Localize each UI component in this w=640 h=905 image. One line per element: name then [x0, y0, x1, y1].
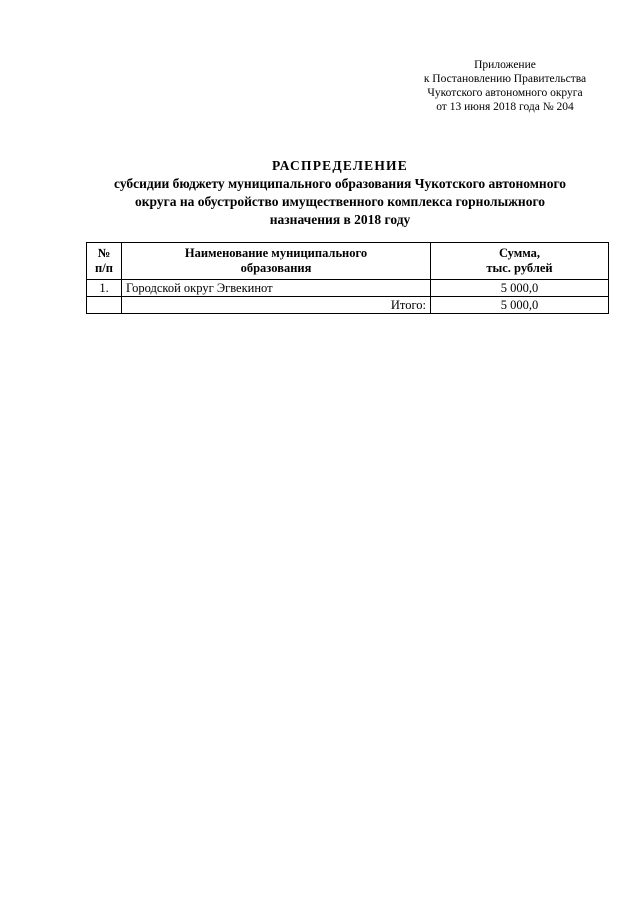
header-amount [431, 243, 609, 280]
total-row [87, 297, 609, 314]
appendix-line-2: к Постановлению Правительства [423, 73, 587, 85]
header-municipality-line-1: Наименование муниципального [184, 246, 368, 260]
table-row [87, 280, 609, 297]
row-amount: 5 000,0 [431, 280, 609, 297]
subtitle-line-1: субсидии бюджету муниципального образования Чукотского автономного [114, 176, 566, 191]
row-municipality: Городской округ Эгвекинот [122, 280, 431, 297]
header-amount-line-2: тыс. рублей [486, 261, 553, 275]
header-number [87, 243, 122, 280]
appendix-line-4: от 13 июня 2018 года № 204 [436, 101, 574, 113]
header-number-line-1: № [97, 246, 111, 260]
distribution-table [86, 242, 609, 314]
header-municipality-line-2: образования [240, 261, 312, 275]
header-amount-line-1: Сумма, [498, 246, 541, 260]
subtitle-line-2: округа на обустройство имущественного комплекса горнолыжного [134, 194, 545, 209]
total-amount: 5 000,0 [431, 297, 609, 314]
appendix-line-1: Приложение [474, 59, 536, 71]
appendix-note [380, 58, 630, 114]
table-header-row [87, 243, 609, 280]
total-label: Итого: [122, 297, 431, 314]
document-heading [60, 157, 620, 229]
subtitle-line-3: назначения в 2018 году [269, 212, 411, 227]
appendix-line-3: Чукотского автономного округа [427, 87, 583, 99]
header-municipality [122, 243, 431, 280]
document-title: РАСПРЕДЕЛЕНИЕ [272, 158, 408, 173]
header-number-line-2: п/п [95, 261, 113, 275]
total-empty-cell [87, 297, 122, 314]
row-number: 1. [87, 280, 122, 297]
